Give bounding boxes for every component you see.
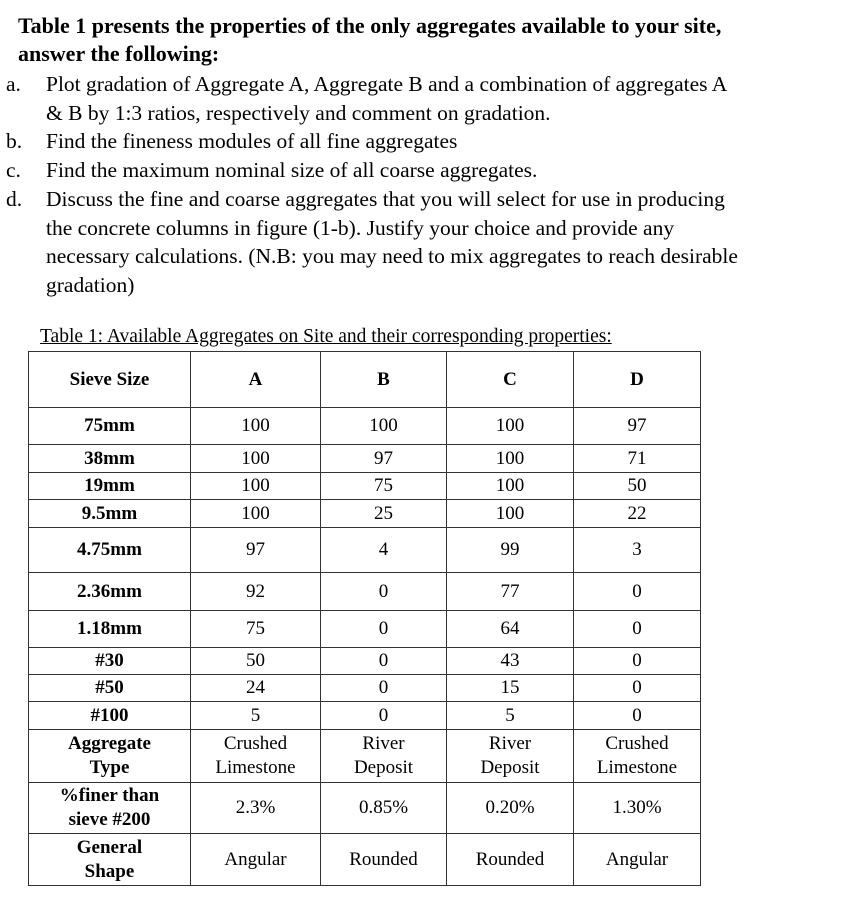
percent-passing-cell: 0	[574, 611, 701, 648]
table-row	[29, 473, 701, 500]
table-row	[29, 445, 701, 473]
sieve-size-cell: #100	[29, 702, 191, 730]
percent-passing-cell: 0	[574, 573, 701, 611]
aggregate-properties-table	[28, 351, 701, 886]
percent-passing-cell: 22	[574, 500, 701, 528]
percent-passing-cell: 0	[574, 648, 701, 675]
table-row	[29, 648, 701, 675]
row-label-cell	[29, 783, 191, 834]
column-header: D	[574, 352, 701, 408]
property-cell: 2.3%	[191, 783, 321, 834]
property-line: River	[362, 733, 405, 754]
percent-passing-cell: 25	[321, 500, 447, 528]
percent-passing-cell: 64	[447, 611, 574, 648]
question-text-line: necessary calculations. (N.B: you may need to mix aggregates to reach desirable	[46, 244, 738, 269]
question-item	[0, 127, 843, 156]
column-header: C	[447, 352, 574, 408]
percent-passing-cell: 0	[321, 611, 447, 648]
percent-passing-cell: 100	[447, 445, 574, 473]
percent-passing-cell: 5	[191, 702, 321, 730]
row-label-line: %finer than	[59, 785, 160, 806]
table-row	[29, 573, 701, 611]
row-label-cell	[29, 834, 191, 886]
percent-passing-cell: 71	[574, 445, 701, 473]
percent-passing-cell: 100	[191, 500, 321, 528]
percent-passing-cell: 3	[574, 528, 701, 573]
property-cell	[191, 730, 321, 783]
sieve-size-cell: 2.36mm	[29, 573, 191, 611]
percent-passing-cell: 92	[191, 573, 321, 611]
row-label-line: Shape	[84, 860, 135, 882]
percent-passing-cell: 100	[191, 473, 321, 500]
percent-passing-cell: 0	[321, 573, 447, 611]
document-title	[18, 12, 721, 68]
percent-passing-cell: 5	[447, 702, 574, 730]
table-header-row	[29, 352, 701, 408]
property-cell: Rounded	[447, 834, 574, 886]
row-label-line: Type	[89, 757, 130, 778]
question-text-line: the concrete columns in figure (1-b). Justify your choice and provide any	[46, 215, 675, 240]
property-cell: Rounded	[321, 834, 447, 886]
percent-passing-cell: 100	[191, 445, 321, 473]
question-item	[0, 70, 843, 127]
property-cell	[321, 730, 447, 783]
row-label-cell	[29, 730, 191, 783]
percent-passing-cell: 0	[321, 648, 447, 675]
percent-passing-cell: 97	[191, 528, 321, 573]
title-line: Table 1 presents the properties of the only aggregates available to your site,	[18, 13, 722, 38]
property-line: Deposit	[480, 757, 540, 778]
percent-passing-cell: 50	[191, 648, 321, 675]
title-line: answer the following:	[18, 41, 220, 66]
aggregate-type-row	[29, 730, 701, 783]
sieve-size-cell: #30	[29, 648, 191, 675]
row-label-line: sieve #200	[68, 809, 151, 830]
question-label: c.	[6, 158, 21, 183]
property-cell: 0.20%	[447, 783, 574, 834]
property-line: Limestone	[596, 757, 678, 778]
property-cell: 1.30%	[574, 783, 701, 834]
column-header: B	[321, 352, 447, 408]
percent-passing-cell: 97	[321, 445, 447, 473]
percent-passing-cell: 97	[574, 408, 701, 445]
table-row	[29, 675, 701, 702]
sieve-size-cell: #50	[29, 675, 191, 702]
table-row	[29, 528, 701, 573]
property-cell: Angular	[191, 834, 321, 886]
percent-passing-cell: 15	[447, 675, 574, 702]
sieve-size-cell: 4.75mm	[29, 528, 191, 573]
percent-passing-cell: 24	[191, 675, 321, 702]
question-list	[0, 70, 843, 300]
percent-passing-cell: 4	[321, 528, 447, 573]
percent-passing-cell: 75	[191, 611, 321, 648]
percent-passing-cell: 100	[447, 473, 574, 500]
table-caption: Table 1: Available Aggregates on Site and their corresponding properties:	[40, 326, 612, 347]
sieve-size-header: Sieve Size	[29, 352, 191, 408]
question-text-line: Plot gradation of Aggregate A, Aggregate B and a combination of aggregates A	[46, 72, 728, 96]
property-cell	[447, 730, 574, 783]
percent-passing-cell: 99	[447, 528, 574, 573]
property-cell	[574, 730, 701, 783]
percent-passing-cell: 43	[447, 648, 574, 675]
table-row	[29, 408, 701, 445]
percent-passing-cell: 77	[447, 573, 574, 611]
general-shape-row	[29, 834, 701, 886]
percent-passing-cell: 0	[574, 675, 701, 702]
table-row	[29, 500, 701, 528]
question-item	[0, 185, 843, 300]
question-label: a.	[6, 72, 21, 96]
percent-passing-cell: 100	[447, 408, 574, 445]
question-text-line: Discuss the fine and coarse aggregates that you will select for use in producing	[46, 186, 725, 211]
question-label: b.	[6, 129, 23, 154]
percent-finer-row	[29, 783, 701, 834]
property-cell: 0.85%	[321, 783, 447, 834]
percent-passing-cell: 0	[574, 702, 701, 730]
row-label-line: Aggregate	[67, 733, 151, 754]
table-row	[29, 611, 701, 648]
sieve-size-cell: 38mm	[29, 445, 191, 473]
question-text-line: Find the fineness modules of all fine aggregates	[46, 129, 458, 154]
percent-passing-cell: 100	[321, 408, 447, 445]
row-label-line: General	[76, 836, 143, 858]
percent-passing-cell: 75	[321, 473, 447, 500]
property-line: Crushed	[605, 733, 669, 754]
property-cell: Angular	[574, 834, 701, 886]
question-item	[0, 156, 843, 185]
sieve-size-cell: 1.18mm	[29, 611, 191, 648]
question-label: d.	[6, 186, 23, 211]
property-line: Deposit	[353, 757, 414, 778]
percent-passing-cell: 50	[574, 473, 701, 500]
property-line: River	[488, 733, 532, 754]
percent-passing-cell: 0	[321, 702, 447, 730]
question-text-line: gradation)	[46, 272, 135, 297]
sieve-size-cell: 75mm	[29, 408, 191, 445]
table-row	[29, 702, 701, 730]
property-line: Crushed	[223, 733, 288, 754]
percent-passing-cell: 100	[447, 500, 574, 528]
sieve-size-cell: 9.5mm	[29, 500, 191, 528]
percent-passing-cell: 0	[321, 675, 447, 702]
property-line: Limestone	[215, 757, 296, 778]
percent-passing-cell: 100	[191, 408, 321, 445]
sieve-size-cell: 19mm	[29, 473, 191, 500]
question-text-line: Find the maximum nominal size of all coarse aggregates.	[46, 158, 538, 183]
column-header: A	[191, 352, 321, 408]
question-text-line: & B by 1:3 ratios, respectively and comment on gradation.	[46, 100, 551, 125]
